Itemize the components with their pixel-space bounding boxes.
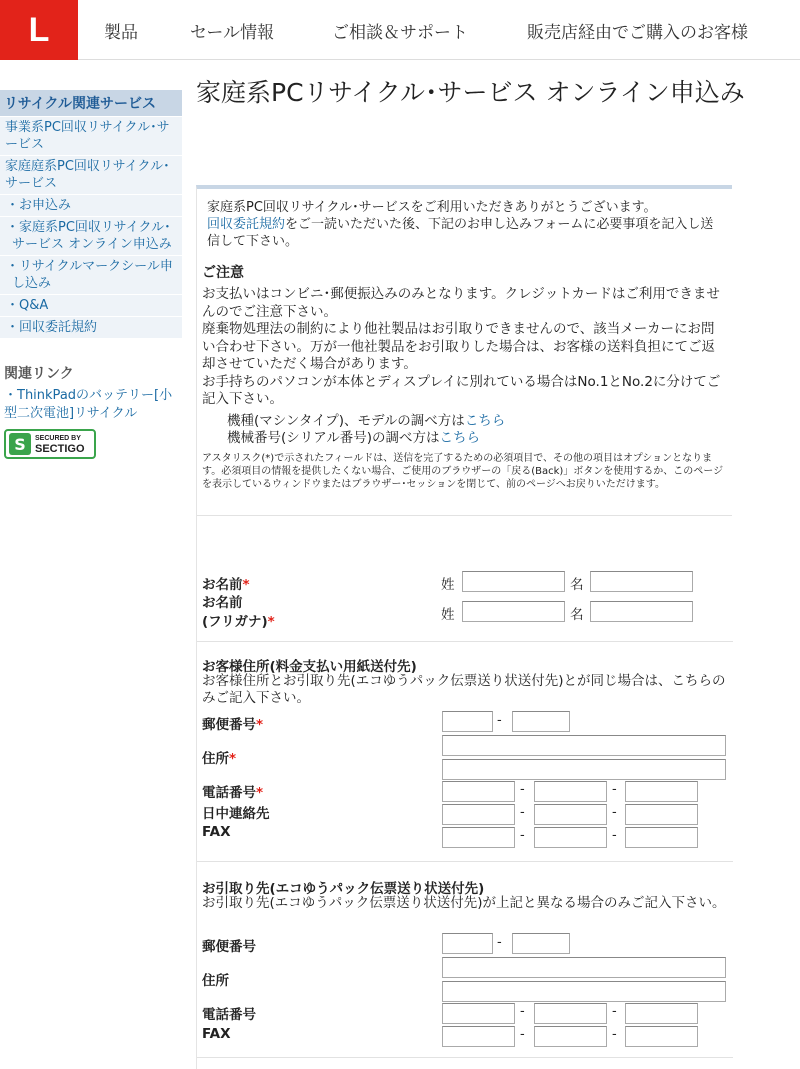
model-lookup — [197, 409, 732, 447]
pickup-phone-1-input[interactable] — [442, 1003, 515, 1024]
phone-1-input[interactable] — [442, 781, 515, 802]
pickup-postal-2-input[interactable] — [512, 933, 570, 954]
dash: - — [612, 828, 617, 843]
name-label: お名前* — [202, 577, 250, 593]
pickup-phone-label: 電話番号 — [202, 1007, 256, 1023]
notice-title: ご注意 — [202, 265, 244, 281]
sidebar-item-online-apply[interactable]: ・家庭系PC回収リサイクル･サービス オンライン申込み — [0, 217, 182, 256]
sidebar-item-sticker[interactable]: ・リサイクルマークシール申し込み — [0, 256, 182, 295]
pickup-fax-1-input[interactable] — [442, 1026, 515, 1047]
page-title: 家庭系PCリサイクル･サービス オンライン申込み — [196, 78, 745, 107]
daytime-1-input[interactable] — [442, 804, 515, 825]
fax-label: FAX — [202, 824, 231, 840]
phone-3-input[interactable] — [625, 781, 698, 802]
last-name-kana-input[interactable] — [462, 601, 565, 622]
pickup-fax-label: FAX — [202, 1026, 231, 1042]
postal-code-2-input[interactable] — [512, 711, 570, 732]
sectigo-seal[interactable] — [4, 429, 96, 459]
kana-sei-label: 姓 — [441, 607, 455, 623]
nav-support[interactable]: ご相談＆サポート — [332, 23, 468, 43]
dash: - — [497, 713, 502, 728]
notice-payment: お支払いはコンビニ･郵便振込みのみとなります。クレジットカードはご利用できませんのでご注意下さい。 — [202, 286, 720, 320]
sidebar-item-business[interactable]: 事業系PC回収リサイクル･サービス — [0, 117, 182, 156]
address-2-input[interactable] — [442, 759, 726, 780]
mei-label: 名 — [570, 577, 584, 593]
sidebar-item-terms[interactable]: ・回収委託規約 — [0, 317, 182, 339]
model-lookup-link[interactable]: こちら — [464, 412, 506, 429]
address-1-input[interactable] — [442, 735, 726, 756]
seal-top-text: SECURED BY — [35, 435, 81, 442]
dash: - — [612, 782, 617, 797]
notice-other-brand: 廃棄物処理法の制約により他社製品はお引取りできませんので、該当メーカーにお問い合わせ下さい。万が一他社製品をお引取りした場合は、お客様の送料負担にてご返却させていただく場合があります。 — [202, 321, 715, 372]
dash: - — [612, 1004, 617, 1019]
asterisk-note: アスタリスク(*)で示されたフィールドは、送信を完了するための必須項目で、その他の項目はオプションとなります。必須項目の情報を提供したくない場合、ご使用のブラウザーの「戻る(Back)」ボタンを使用するか、このページを表示しているウィンドウまたはブラウザー･セッションを閉じて、前のページへお戻りいただけます。 — [202, 452, 724, 490]
divider-4 — [197, 1057, 733, 1058]
pickup-address-title: お引取り先(エコゆうパック伝票送り状送付先) — [202, 881, 485, 897]
lenovo-logo[interactable]: L — [0, 0, 78, 60]
dash: - — [497, 935, 502, 950]
top-nav-bar — [0, 0, 800, 60]
sei-label: 姓 — [441, 577, 455, 593]
main-content — [196, 185, 732, 1069]
customer-address-title: お客様住所(料金支払い用紙送付先) — [202, 659, 417, 675]
serial-lookup-text: 機械番号(シリアル番号)の調べ方は — [227, 429, 440, 446]
phone-2-input[interactable] — [534, 781, 607, 802]
postal-label: 郵便番号* — [202, 717, 264, 733]
pickup-fax-3-input[interactable] — [625, 1026, 698, 1047]
fax-2-input[interactable] — [534, 827, 607, 848]
phone-label: 電話番号* — [202, 785, 264, 801]
postal-code-1-input[interactable] — [442, 711, 493, 732]
nav-sale[interactable]: セール情報 — [190, 23, 274, 43]
pickup-postal-label: 郵便番号 — [202, 939, 256, 955]
first-name-input[interactable] — [590, 571, 693, 592]
address-label: 住所* — [202, 751, 237, 767]
serial-lookup-link[interactable]: こちら — [439, 429, 480, 446]
sidebar-item-apply[interactable]: ・お申込み — [0, 195, 182, 217]
dash: - — [612, 805, 617, 820]
dash: - — [520, 782, 525, 797]
pickup-address-label: 住所 — [202, 973, 229, 989]
notice-separate: お手持ちのパソコンが本体とディスプレイに別れている場合はNo.1とNo.2に分けてご記入下さい。 — [202, 373, 721, 407]
dash: - — [520, 805, 525, 820]
divider-2 — [197, 641, 733, 642]
customer-address-note: お客様住所とお引取り先(エコゆうパック伝票送り状送付先)とが同じ場合は、こちらのみご記入下さい。 — [202, 673, 726, 706]
terms-link[interactable]: 回収委託規約 — [207, 217, 286, 232]
related-links-title: 関連リンク — [4, 366, 74, 382]
kana-mei-label: 名 — [570, 607, 584, 623]
sectigo-shield-icon: S — [9, 433, 31, 455]
nav-reseller[interactable]: 販売店経由でご購入のお客様 — [527, 23, 748, 43]
first-name-kana-input[interactable] — [590, 601, 693, 622]
pickup-fax-2-input[interactable] — [534, 1026, 607, 1047]
pickup-address-1-input[interactable] — [442, 957, 726, 978]
daytime-3-input[interactable] — [625, 804, 698, 825]
pickup-phone-2-input[interactable] — [534, 1003, 607, 1024]
pickup-address-note: お引取り先(エコゆうパック伝票送り状送付先)が上記と異なる場合のみご記入下さい。 — [202, 895, 726, 911]
sidebar-heading: リサイクル関連サービス — [0, 90, 182, 117]
dash: - — [520, 1027, 525, 1042]
daytime-label: 日中連絡先 — [202, 806, 270, 822]
pickup-address-2-input[interactable] — [442, 981, 726, 1002]
daytime-2-input[interactable] — [534, 804, 607, 825]
pickup-postal-1-input[interactable] — [442, 933, 493, 954]
fax-3-input[interactable] — [625, 827, 698, 848]
intro-line-2: をご一読いただいた後、下記のお申し込みフォームに必要事項を記入し送信して下さい。 — [207, 217, 714, 249]
kana-label: お名前 — [202, 595, 243, 611]
dash: - — [520, 828, 525, 843]
dash: - — [612, 1027, 617, 1042]
battery-recycle-link[interactable]: ・ThinkPadのバッテリー[小型二次電池]リサイクル — [4, 388, 173, 421]
required-mark: * — [242, 577, 250, 593]
sidebar-item-home[interactable]: 家庭庭系PC回収リサイクル･サービス — [0, 156, 182, 195]
nav-products[interactable]: 製品 — [104, 23, 138, 43]
seal-bottom-text: SECTIGO — [35, 443, 85, 455]
sidebar — [0, 90, 182, 459]
intro-line-1: 家庭系PC回収リサイクル･サービスをご利用いただきありがとうございます。 — [207, 200, 657, 215]
last-name-input[interactable] — [462, 571, 565, 592]
sidebar-item-qa[interactable]: ・Q&A — [0, 295, 182, 317]
divider-3 — [197, 861, 733, 862]
intro-text — [197, 189, 732, 250]
model-lookup-text: 機種(マシンタイプ)、モデルの調べ方は — [227, 412, 465, 429]
divider — [197, 515, 732, 516]
fax-1-input[interactable] — [442, 827, 515, 848]
dash: - — [520, 1004, 525, 1019]
pickup-phone-3-input[interactable] — [625, 1003, 698, 1024]
kana-label-2: (フリガナ)* — [202, 614, 275, 630]
